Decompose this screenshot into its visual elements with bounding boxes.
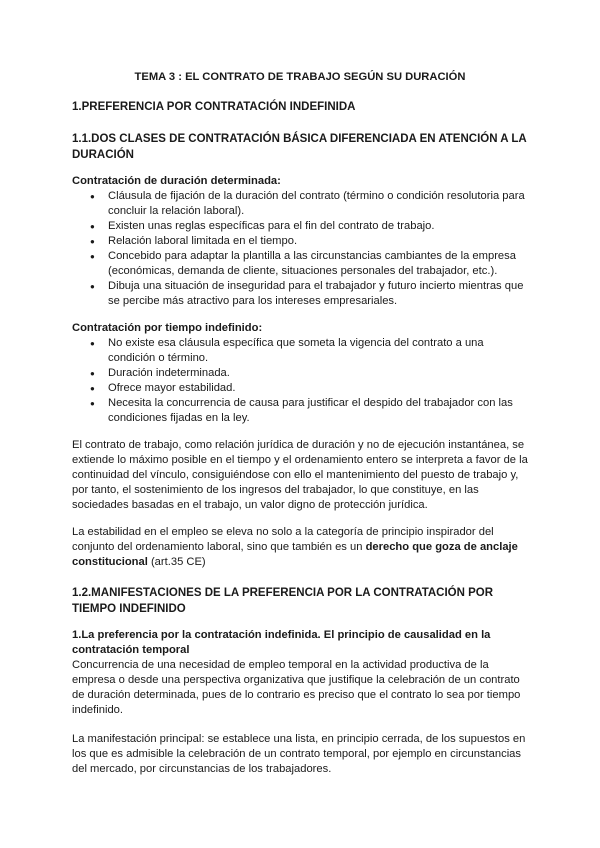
list-item: ● Relación laboral limitada en el tiempo. (72, 234, 528, 249)
indefinido-list (72, 336, 528, 426)
list-item: ● Existen unas reglas específicas para el fin del contrato de trabajo. (72, 219, 528, 234)
paragraph-continuidad: El contrato de trabajo, como relación jurídica de duración y no de ejecución instantánea, se extiende lo máximo posible en el tiempo y el ordenamiento entero se interpreta a favor de la continuidad del vínculo, consiguiéndose con ello el mantenimiento del puesto de trabajo y, por tanto, el sostenimiento de los ingresos del trabajador, lo que constituye, en las sociedades basadas en el trabajo, un valor digno de protección jurídica. (72, 439, 528, 511)
section-heading-1-1: 1.1.DOS CLASES DE CONTRATACIÓN BÁSICA DIFERENCIADA EN ATENCIÓN A LA DURACIÓN (72, 133, 527, 161)
section-heading-1-2: 1.2.MANIFESTACIONES DE LA PREFERENCIA POR LA CONTRATACIÓN POR TIEMPO INDEFINIDO (72, 587, 494, 615)
determinada-list (72, 189, 528, 309)
subsection-heading-1: 1.La preferencia por la contratación indefinida. El principio de causalidad en la contratación temporal (72, 629, 491, 656)
document-title: TEMA 3 : EL CONTRATO DE TRABAJO SEGÚN SU DURACIÓN (134, 71, 466, 83)
paragraph-manifestacion: La manifestación principal: se establece una lista, en principio cerrada, de los supuestos en los que es admisible la celebración de un contrato temporal, por ejemplo en circunstancias del mercado, por circunstancias de los trabajadores. (72, 733, 526, 775)
list-item: ● No existe esa cláusula específica que someta la vigencia del contrato a una condición o término. (72, 336, 528, 366)
indefinido-heading: Contratación por tiempo indefinido: (72, 322, 263, 334)
paragraph-estabilidad (72, 525, 528, 570)
list-item: ● Duración indeterminada. (72, 366, 528, 381)
list-item: ● Dibuja una situación de inseguridad para el trabajador y futuro incierto mientras que se percibe más atractivo para los intereses empresariales. (72, 279, 528, 309)
section-heading-1: 1.PREFERENCIA POR CONTRATACIÓN INDEFINIDA (72, 101, 356, 113)
list-item: ● Concebido para adaptar la plantilla a las circunstancias cambiantes de la empresa (económicas, demanda de cliente, situaciones personales del trabajador, etc.). (72, 249, 528, 279)
list-item: ● Cláusula de fijación de la duración del contrato (término o condición resolutoria para concluir la relación laboral). (72, 189, 528, 219)
paragraph-bold: derecho que goza de anclaje constitucional (72, 541, 518, 568)
list-item: ● Ofrece mayor estabilidad. (72, 381, 528, 396)
determinada-heading: Contratación de duración determinada: (72, 175, 281, 187)
list-item: ● Necesita la concurrencia de causa para justificar el despido del trabajador con las condiciones fijadas en la ley. (72, 396, 528, 426)
paragraph-text: La estabilidad en el empleo se eleva no solo a la categoría de principio inspirador del conjunto del ordenamiento laboral, sino que también es un (72, 526, 494, 553)
paragraph-concurrencia: Concurrencia de una necesidad de empleo temporal en la actividad productiva de la empresa o desde una perspectiva organizativa que justifique la celebración de un contrato de duración determinada, pues de lo contrario es preciso que el contrato lo sea por tiempo indefinido. (72, 659, 521, 716)
paragraph-end: (art.35 CE) (147, 556, 206, 568)
